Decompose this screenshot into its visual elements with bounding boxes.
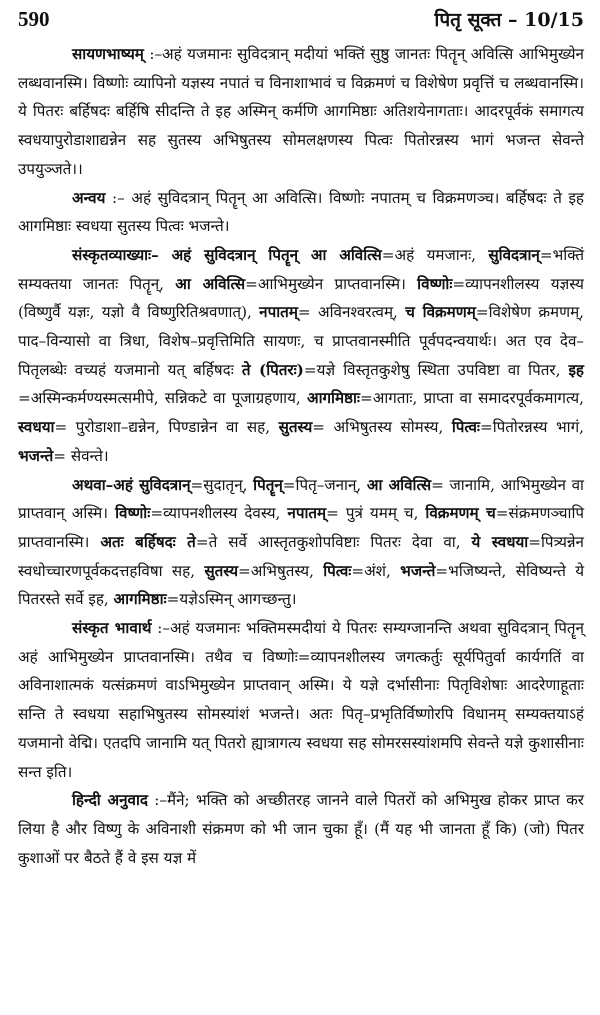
bold-term: आ अवित्सि	[175, 274, 246, 293]
text-run: =पितोरन्नस्य भागं,	[479, 418, 584, 437]
bold-term: इह	[568, 360, 584, 379]
paragraph-anvaya	[18, 184, 584, 241]
bold-term: च विक्रमणम्	[405, 303, 476, 322]
bold-term: संस्कृतव्याख्याः– अहं सुविदत्रान् पितॄन् आ अवित्सि	[72, 245, 382, 264]
text-run: =अस्मिन्कर्मण्यस्मत्समीपे, सन्निकटे वा पूजाग्रहणाय,	[18, 389, 307, 408]
bold-term: विक्रमणम् च	[425, 504, 496, 523]
text-run: =अहं यमजानः,	[381, 245, 489, 264]
paragraph-sayana-bhashya	[18, 40, 584, 184]
bold-term: नपातम्	[259, 303, 298, 322]
bold-term: सुविदत्रान्	[488, 245, 540, 264]
text-run: =भक्तिं सम्यक्तया जानतः पितॄन्,	[18, 245, 584, 293]
text-run: = जानामि, आभिमुख्येन वा प्राप्तवान् अस्मि।	[18, 475, 584, 523]
bold-term: पित्वः	[323, 561, 352, 580]
paragraph-hindi-anuvad	[18, 786, 584, 872]
running-head: पितृ सूक्त – 10/15	[434, 9, 584, 31]
bold-term: पित्वः	[451, 418, 480, 437]
bold-term: ते (पितरः)	[241, 360, 304, 379]
text-run: =सुदातृन्,	[190, 475, 254, 494]
text-run: =भजिष्यन्ते, सेविष्यन्ते ये पितरस्ते सर्वे इह,	[18, 561, 584, 609]
text-run: :– अहं सुविदत्रान् पितॄन् आ अवित्सि। विष्णोः नपातम् च विक्रमणञ्च। बर्हिषदः ते इह आगमिष्ठाः स्वधया सुतस्य पित्वः भजन्ते।	[18, 188, 584, 236]
bold-term: भजन्ते	[400, 561, 436, 580]
bold-term: विष्णोः	[115, 504, 151, 523]
text-run: =संक्रमणञ्चापि प्राप्तवानस्मि।	[18, 504, 585, 551]
text-run: =पितृ–जनान्,	[282, 475, 367, 494]
text-run: =विशेषेण क्रमणम्, पाद–विन्यासो वा त्रिधा, विशेष–प्रवृत्तिमिति सायणः, च प्राप्तवानस्मीति पूर्वपदन्वयार्थः। अत एव देव–पितृलब्धेः वच्यहं यजमानो यत् बर्हिषदः	[18, 303, 585, 379]
text-run: =पित्र्यन्नेन स्वधोच्चारणपूर्वकदत्तहविषा सह,	[18, 532, 584, 580]
page-number: 590	[18, 7, 50, 31]
bold-term: नपातम्	[287, 504, 327, 523]
text-run: :–मैंने; भक्ति को अच्छीतरह जानने वाले पितरों को अभिमुख होकर प्राप्त कर लिया है और विष्णु के अविनाशी संक्रमण को भी जान चुका हूँ। (मैं यह भी जानता हूँ कि) (जो) पितर कुशाओं पर बैठते हैं वे इस यज्ञ में	[18, 791, 584, 867]
bold-term: हिन्दी अनुवाद	[72, 791, 148, 810]
page-header	[18, 6, 584, 40]
bold-term: स्वधया	[18, 418, 55, 437]
text-run: =व्यापनशीलस्य देवस्य,	[150, 504, 288, 523]
bold-term: अन्वय	[72, 188, 106, 207]
text-run: :–अहं यजमानः भक्तिमस्मदीयां ये पितरः सम्यग्जानन्ति अथवा सुविदत्रान् पितॄन् अहं आभिमुख्येन प्राप्तवानस्मि। तथैव च विष्णोः=व्यापनशीलस्य जगत्कर्तुः सूर्यपितुर्वा कार्यगतिं वा अविनाशात्मकं यत्संक्रमणं वाऽभिमुख्येन प्राप्तवान् अस्मि। ये यज्ञे दर्भासीनाः पितृविशेषाः आदरेणाहूताः सन्ति ते स्वधया सहाभिषुतस्य सोमस्यांशं भजन्ते। अतः पितृ–प्रभृतिर्विष्णोरपि विधानम् सम्यक्तयाऽहं यजमानो वेद्मि। एतदपि जानामि यत् पितरो ह्यात्रागत्य स्वधया सह सोमरसस्यांशमपि सेवन्ते यज्ञे कुशासीनाः सन्त इति।	[18, 619, 584, 781]
text-run: = सेवन्ते।	[53, 446, 109, 465]
bold-term: आगमिष्ठाः	[113, 590, 167, 609]
text-run: =यज्ञेऽस्मिन् आगच्छन्तु।	[166, 590, 297, 609]
bold-term: सुतस्य	[278, 418, 313, 437]
bold-term: अथवा–अहं सुविदत्रान्	[72, 475, 191, 494]
bold-term: सुतस्य	[204, 561, 238, 580]
text-run: =आगताः, प्राप्ता वा समादरपूर्वकमागत्य,	[360, 389, 584, 408]
paragraph-sanskrit-vyakhya	[18, 241, 584, 471]
text-run: = अभिषुतस्य सोमस्य,	[312, 418, 452, 437]
bold-term: संस्कृत भावार्थ	[72, 619, 152, 638]
bold-term: आगमिष्ठाः	[306, 389, 360, 408]
paragraph-sanskrit-bhavartha	[18, 614, 584, 786]
text-run: =आभिमुख्येन प्राप्तवानस्मि।	[245, 274, 418, 293]
text-run: =व्यापनशीलस्य यज्ञस्य (विष्णुर्वै यज्ञः, यज्ञो वै विष्णुरितिश्रवणात्),	[18, 274, 584, 322]
text-run: =यज्ञे विस्तृतकुशेषु स्थिता उपविष्टा वा पितर,	[303, 360, 569, 379]
text-run: = पुत्रं यमम् च,	[326, 504, 426, 523]
text-run: =अभिषुतस्य,	[238, 561, 324, 580]
bold-term: भजन्ते	[18, 446, 54, 465]
text-run: =ते सर्वे आस्तृतकुशोपविष्टाः पितरः देवा वा,	[195, 532, 472, 551]
bold-term: पितॄन्	[253, 475, 283, 494]
text-run: :–अहं यजमानः सुविदत्रान् मदीयां भक्तिं सुष्ठु जानतः पितॄन् अवित्सि आभिमुख्येन लब्धवानस्मि। विष्णोः व्यापिनो यज्ञस्य नपातं च विनाशाभावं च विक्रमणं च विशेषेण प्रवृत्तिं च लब्धवानस्मि। ये पितरः बर्हिषदः बर्हिषि सीदन्ति ते इह अस्मिन् कर्मणि आगमिष्ठाः अतिशयेनागताः। आदरपूर्वकं समागत्य स्वधयापुरोडाशाद्यन्नेन सह सुतस्य अभिषुतस्य सोमलक्षणस्य पित्वः पितोरन्नस्य भागं भजन्त सेवन्ते उपयुञ्जते।।	[18, 45, 584, 178]
bold-term: विष्णोः	[417, 274, 453, 293]
text-run: =अंशं,	[351, 561, 401, 580]
bold-term: अतः बर्हिषदः ते	[100, 532, 196, 551]
bold-term: आ अवित्सि	[366, 475, 432, 494]
text-run: = अविनश्वरत्वम्,	[297, 303, 406, 322]
text-run: = पुरोडाशा–द्यन्नेन, पिण्डान्नेन वा सह,	[54, 418, 279, 437]
bold-term: सायणभाष्यम्	[72, 45, 144, 63]
paragraph-athava	[18, 471, 584, 615]
body-text	[18, 40, 584, 872]
bold-term: ये स्वधया	[471, 532, 529, 551]
